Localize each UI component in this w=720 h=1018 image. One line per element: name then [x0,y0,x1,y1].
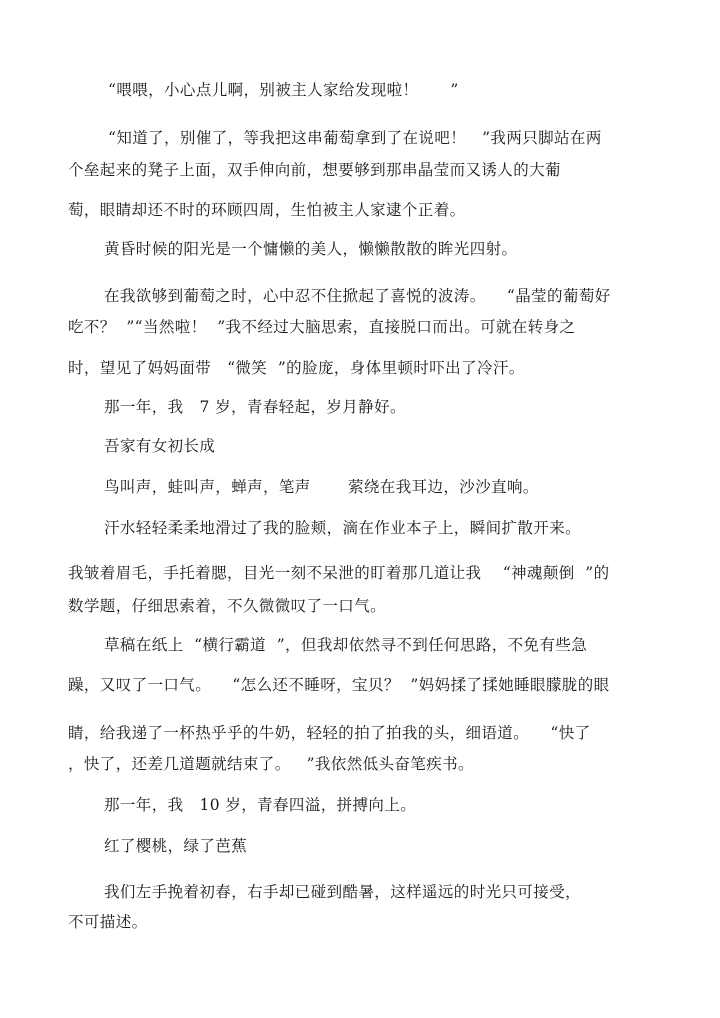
paragraph-line: 那一年，我 7 岁，青春轻起，岁月静好。 [104,398,406,416]
section-heading: 吾家有女初长成 [104,437,216,455]
section-heading: 红了樱桃，绿了芭蕉 [104,837,248,855]
paragraph-line: 时，望见了妈妈面带 “微笑 ”的脸庞，身体里顿时吓出了冷汗。 [68,359,525,377]
paragraph-line: 萄，眼睛却还不时的环顾四周，生怕被主人家逮个正着。 [68,201,466,219]
paragraph-line: 睛，给我递了一杯热乎乎的牛奶，轻轻的拍了拍我的头，细语道。 “快了 [68,724,591,742]
paragraph-line: ，快了，还差几道题就结束了。 ”我依然低头奋笔疾书。 [68,755,474,773]
paragraph-line: 在我欲够到葡萄之时，心中忍不住掀起了喜悦的波涛。 “晶莹的葡萄好 [104,287,611,305]
paragraph-line: 我们左手挽着初春，右手却已碰到酷暑，这样遥远的时光只可接受， [104,883,582,901]
paragraph-line: 躁，又叹了一口气。 “怎么还不睡呀，宝贝？ ”妈妈揉了揉她睡眼朦胧的眼 [68,676,610,694]
paragraph-line: 汗水轻轻柔柔地滑过了我的脸颊，滴在作业本子上，瞬间扩散开来。 [104,519,582,537]
paragraph-line: “知道了，别催了，等我把这串葡萄拿到了在说吧！ ”我两只脚站在两 [108,129,602,147]
paragraph-line: 我皱着眉毛，手托着腮，目光一刻不呆泄的盯着那几道让我 “神魂颠倒 ”的 [68,564,610,582]
paragraph-line: 数学题，仔细思索着，不久微微叹了一口气。 [68,597,387,615]
paragraph-line: “喂喂，小心点儿啊，别被主人家给发现啦！ ” [108,81,459,99]
paragraph-line: 黄昏时候的阳光是一个慵懒的美人，懒懒散散的眸光四射。 [104,240,518,258]
paragraph-line: 不可描述。 [68,913,148,931]
paragraph-line: 那一年，我 10 岁，青春四溢，拼搏向上。 [104,796,417,814]
paragraph-line: 吃不？ ”“当然啦！ ”我不经过大脑思索，直接脱口而出。可就在转身之 [68,318,576,336]
paragraph-line: 草稿在纸上 “横行霸道 ”，但我却依然寻不到任何思路，不免有些急 [104,636,588,654]
paragraph-line: 个垒起来的凳子上面，双手伸向前，想要够到那串晶莹而又诱人的大葡 [68,161,561,179]
paragraph-line: 鸟叫声，蛙叫声，蝉声，笔声 萦绕在我耳边，沙沙直响。 [104,478,539,496]
